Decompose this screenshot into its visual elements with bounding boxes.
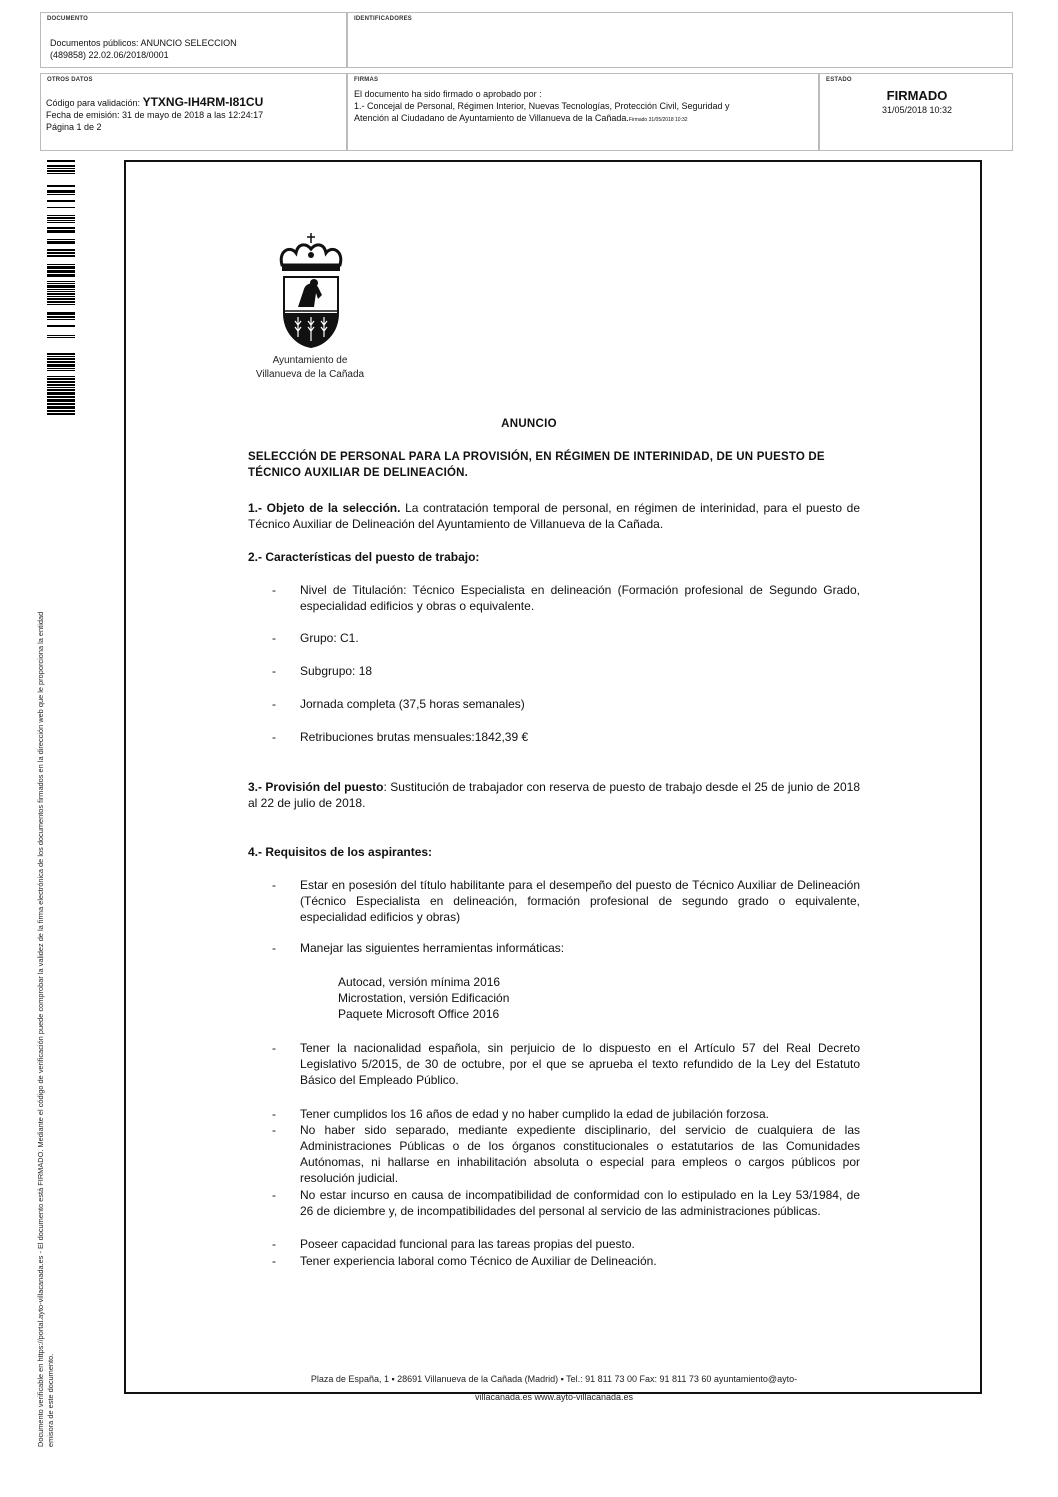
list-item	[272, 1040, 860, 1088]
logo-caption-line1: Ayuntamiento de	[272, 355, 348, 366]
identificadores-label: IDENTIFICADORES	[354, 16, 413, 22]
list-item	[272, 1122, 860, 1186]
barcode-bar	[47, 381, 75, 383]
coat-of-arms-logo	[274, 233, 348, 349]
section-4-heading	[248, 844, 860, 860]
section-3	[248, 779, 860, 811]
otros-label: OTROS DATOS	[47, 77, 93, 83]
barcode-bar	[47, 200, 75, 202]
barcode-bar	[47, 239, 75, 240]
barcode-bar	[47, 370, 75, 371]
barcode-bar	[47, 353, 75, 355]
barcode-bar	[47, 376, 75, 377]
bullet-dash: -	[272, 1254, 276, 1268]
list-item	[272, 630, 860, 646]
barcode-bar	[47, 270, 75, 273]
validation-code: YTXNG-IH4RM-I81CU	[142, 95, 264, 109]
barcode-bar	[47, 358, 75, 360]
bullet-dash: -	[272, 1041, 276, 1055]
bullet-dash: -	[272, 878, 276, 892]
document-title: ANUNCIO	[501, 418, 557, 430]
barcode-bar	[47, 190, 75, 193]
bullet-dash: -	[272, 941, 276, 955]
barcode-bar	[47, 316, 75, 318]
barcode-bar	[47, 368, 75, 369]
barcode-bar	[47, 281, 75, 282]
barcode-bar	[47, 207, 75, 208]
list-item-text: Poseer capacidad funcional para las tareas propias del puesto.	[300, 1237, 635, 1251]
barcode-bar	[47, 384, 75, 386]
list-item-text: Subgrupo: 18	[300, 664, 373, 678]
barcode-bar	[47, 217, 75, 219]
barcode-bar	[47, 335, 75, 336]
software-item: Microstation, versión Edificación	[338, 991, 510, 1005]
software-item: Paquete Microsoft Office 2016	[338, 1007, 500, 1021]
firmas-line2: 1.- Concejal de Personal, Régimen Interior, Nuevas Tecnologías, Protección Civil, Seguridad y	[354, 101, 730, 111]
barcode-bar	[47, 337, 75, 338]
list-item	[272, 1236, 860, 1252]
barcode-bar	[47, 160, 75, 162]
list-item	[272, 1187, 860, 1235]
barcode-bar	[47, 289, 75, 290]
bullet-dash: -	[272, 664, 276, 678]
section-2-heading	[248, 549, 860, 565]
barcode-bar	[47, 170, 75, 172]
list-item	[272, 877, 860, 925]
estado-date: 31/05/2018 10:32	[881, 105, 953, 115]
barcode-bar	[47, 410, 75, 412]
list-item	[272, 663, 860, 679]
barcode-bar	[47, 215, 75, 216]
list-item-text: Jornada completa (37,5 horas semanales)	[300, 697, 525, 711]
barcode-bar	[47, 392, 75, 395]
documento-label: DOCUMENTO	[47, 16, 89, 22]
barcode-bar	[47, 227, 75, 229]
verification-side-text	[36, 437, 56, 1447]
bullet-dash: -	[272, 583, 276, 597]
bullet-dash: -	[272, 631, 276, 645]
pagina-line: Página 1 de 2	[46, 122, 102, 132]
list-item	[272, 1253, 860, 1269]
barcode-bar	[47, 387, 75, 388]
footer-line2: villacanada.es www.ayto-villacanada.es	[474, 1392, 634, 1402]
barcode-bar	[47, 230, 75, 233]
header-firmas-box	[347, 73, 819, 151]
barcode-bar	[47, 406, 75, 409]
barcode-bar	[47, 389, 75, 391]
header-estado-box	[819, 73, 1013, 151]
barcode-bar	[47, 285, 75, 288]
barcode-bar	[47, 304, 75, 305]
section-4-heading-text: 4.- Requisitos de los aspirantes:	[248, 845, 433, 859]
section-3-heading: 3.- Provisión del puesto	[248, 780, 384, 794]
barcode-bar	[47, 364, 75, 367]
barcode	[47, 160, 75, 416]
barcode-bar	[47, 222, 75, 223]
barcode-bar	[47, 266, 75, 269]
side-line1: Documento verificable en https://portal.ayto-villacanada.es - El documento está FIRMADO. Mediante el código de verificación puede comprobar la validez de la firma electrónica de los documentos firmados en la dirección web que le proporciona la entidad	[36, 611, 45, 1447]
bullet-dash: -	[272, 730, 276, 744]
list-item	[272, 1106, 860, 1122]
barcode-bar	[47, 378, 75, 380]
firmas-text	[354, 88, 818, 126]
bullet-dash: -	[272, 697, 276, 711]
fecha-line: Fecha de emisión: 31 de mayo de 2018 a las 12:24:17	[46, 110, 264, 120]
logo-caption	[240, 354, 380, 382]
barcode-bar	[47, 252, 75, 254]
barcode-bar	[47, 283, 75, 284]
documento-line2: (489858) 22.02.06/2018/0001	[50, 50, 169, 60]
barcode-bar	[47, 264, 75, 265]
bullet-dash: -	[272, 1188, 276, 1202]
barcode-bar	[47, 220, 75, 221]
barcode-bar	[47, 274, 75, 277]
barcode-bar	[47, 413, 75, 415]
estado-label: ESTADO	[826, 77, 852, 83]
barcode-bar	[47, 165, 75, 167]
footer-line1: Plaza de España, 1 ▪ 28691 Villanueva de la Cañada (Madrid) ▪ Tel.: 91 811 73 00 Fax: 91 811 73 60 ayuntamiento@ayto-	[310, 1374, 798, 1384]
barcode-bar	[47, 325, 75, 327]
firmas-label: FIRMAS	[354, 77, 379, 83]
document-subtitle: SELECCIÓN DE PERSONAL PARA LA PROVISIÓN, EN RÉGIMEN DE INTERINIDAD, DE UN PUESTO DE TÉCNICO AUXILIAR DE DELINEACIÓN.	[248, 451, 825, 479]
section-3-text: : Sustitución de trabajador con reserva de puesto de trabajo desde el 25 de junio de 2018 al 22 de julio de 2018.	[248, 780, 860, 810]
barcode-bar	[47, 291, 75, 292]
list-item-text: Retribuciones brutas mensuales:1842,39 €	[300, 730, 529, 744]
estado-value: FIRMADO	[886, 88, 948, 103]
barcode-bar	[47, 356, 75, 357]
barcode-bar	[47, 399, 75, 402]
header-documento-box	[40, 12, 347, 68]
codigo-prefix: Código para validación:	[46, 98, 141, 108]
bullet-dash: -	[272, 1107, 276, 1121]
section-1-heading: 1.- Objeto de la selección.	[248, 501, 401, 515]
barcode-bar	[47, 241, 75, 244]
header-otros-box	[40, 73, 347, 151]
software-item: Autocad, versión mínima 2016	[338, 975, 501, 989]
list-item-text: Nivel de Titulación: Técnico Especialista en delineación (Formación profesional de Segundo Grado, especialidad edificios y obras o equivalente.	[300, 583, 860, 613]
list-item-text: No estar incurso en causa de incompatibilidad de conformidad con lo estipulado en la Ley 53/1984, de 26 de diciembre y, de incompatibilidades del personal al servicio de las administraciones públicas.	[300, 1188, 860, 1218]
list-item-text: Tener cumplidos los 16 años de edad y no haber cumplido la edad de jubilación forzosa.	[300, 1107, 769, 1121]
bullet-dash: -	[272, 1123, 276, 1137]
barcode-bar	[47, 312, 75, 315]
list-item-text: Tener la nacionalidad española, sin perjuicio de lo dispuesto en el Artículo 57 del Real Decreto Legislativo 5/2015, de 30 de octubre, por el que se aprueba el texto refundido de la Ley del Estatuto Básico del Empleado Público.	[300, 1041, 860, 1087]
list-item	[272, 729, 860, 745]
side-line2: emisora de este documento.	[46, 1353, 55, 1447]
section-2-heading-text: 2.- Características del puesto de trabajo:	[248, 550, 480, 564]
list-item-text: Manejar las siguientes herramientas informáticas:	[300, 941, 565, 955]
list-item-text: Estar en posesión del título habilitante para el desempeño del puesto de Técnico Auxiliar de Delineación (Técnico Especialista en delineación, formación profesional de segundo grado o equivalente, especialidad edificios y obras)	[300, 878, 860, 924]
list-item	[272, 940, 860, 956]
firmas-line3: Atención al Ciudadano de Ayuntamiento de Villanueva de la Cañada.	[354, 113, 629, 123]
barcode-bar	[47, 301, 75, 303]
barcode-bar	[47, 249, 75, 251]
list-item-text: No haber sido separado, mediante expediente disciplinario, del servicio de cualquiera de las Administraciones Públicas o de los órganos constitucionales o estatutarios de las Comunidades Autónomas, ni hallarse en inhabilitación absoluta o especial para empleos o cargos públicos por resolución judicial.	[300, 1123, 860, 1185]
barcode-bar	[47, 168, 75, 169]
header-identificadores-box	[347, 12, 1013, 68]
firmas-line1: El documento ha sido firmado o aprobado por :	[354, 89, 542, 99]
barcode-bar	[47, 396, 75, 398]
logo-caption-line2: Villanueva de la Cañada	[255, 369, 365, 380]
footer-address	[150, 1370, 958, 1406]
barcode-bar	[47, 255, 75, 257]
documento-line1: Documentos públicos: ANUNCIO SELECCION	[50, 38, 237, 48]
list-item	[272, 582, 860, 614]
barcode-bar	[47, 361, 75, 363]
documento-text	[50, 37, 237, 61]
section-1-text: La contratación temporal de personal, en régimen de interinidad, para el puesto de Técnico Auxiliar de Delineación del Ayuntamiento de Villanueva de la Cañada.	[248, 501, 860, 531]
list-item-text: Grupo: C1.	[300, 631, 359, 645]
barcode-bar	[47, 403, 75, 405]
list-item-text: Tener experiencia laboral como Técnico de Auxiliar de Delineación.	[300, 1254, 657, 1268]
barcode-bar	[47, 296, 75, 297]
barcode-bar	[47, 319, 75, 320]
firmas-small: Firmado 31/05/2018 10:32	[628, 117, 688, 123]
barcode-bar	[47, 293, 75, 295]
barcode-bar	[47, 298, 75, 300]
list-item	[272, 696, 860, 712]
section-1	[248, 500, 860, 532]
otros-text	[46, 96, 263, 133]
barcode-bar	[47, 173, 75, 174]
barcode-bar	[47, 185, 75, 187]
barcode-bar	[47, 194, 75, 195]
bullet-dash: -	[272, 1237, 276, 1251]
